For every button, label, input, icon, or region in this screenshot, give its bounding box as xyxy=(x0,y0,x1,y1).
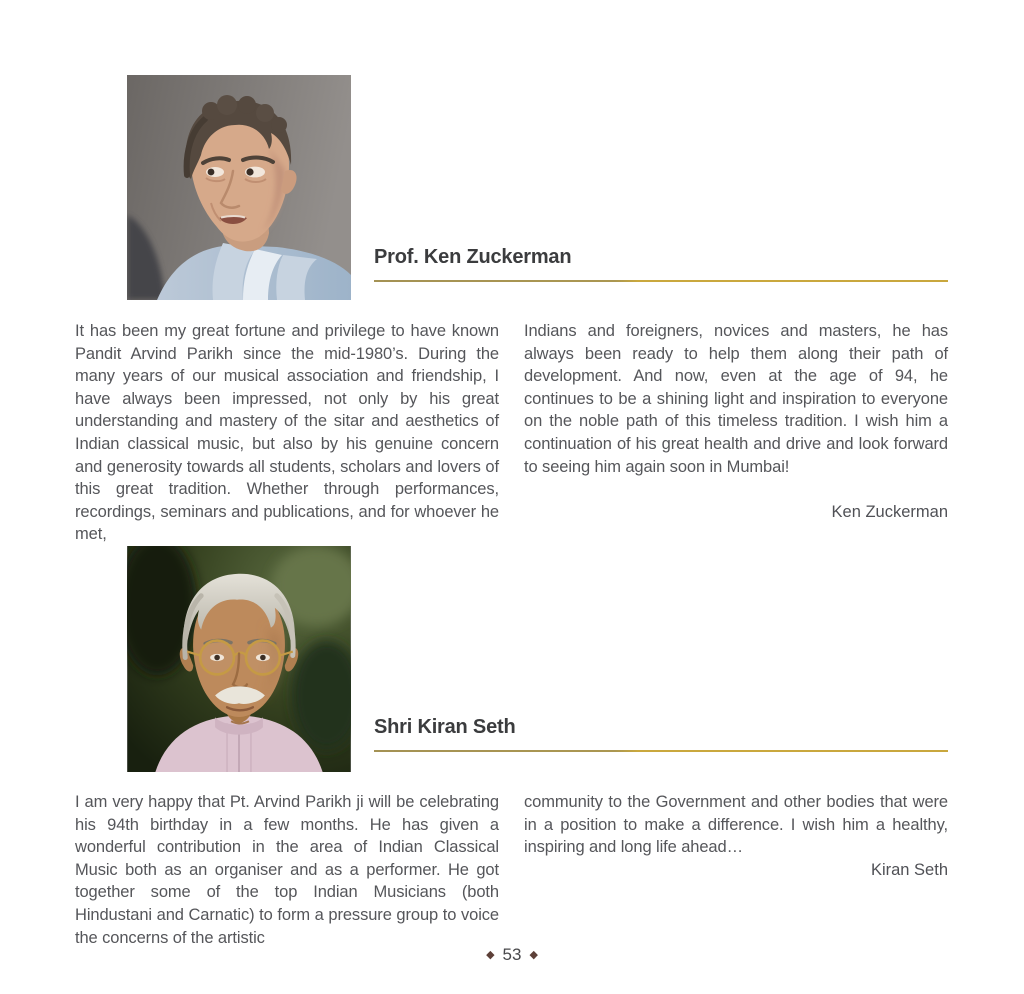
column-right xyxy=(524,320,948,546)
page-number: 53 xyxy=(502,945,522,964)
ken-zuckerman-photo xyxy=(127,75,351,300)
tribute-columns-kiran-seth xyxy=(75,791,948,949)
section-heading-zuckerman: Prof. Ken Zuckerman xyxy=(374,246,572,268)
kiran-seth-portrait-illustration xyxy=(127,546,351,772)
tribute-text-right-zuckerman: Indians and foreigners, novices and masters, he has always been ready to help them along their path of development. And now, even at the age of 94, he continues to be a shining light and inspiration to everyone on the noble path of this timeless tradition. I wish him a continuation of his great health and drive and look forward to seeing him again soon in Mumbai! xyxy=(524,322,948,476)
tribute-text-left-zuckerman: It has been my great fortune and privilege to have known Pandit Arvind Parikh since the mid-1980’s. During the many years of our musical association and friendship, I have always been impressed, not only by his great understanding and mastery of the sitar and aesthetics of Indian classical music, but also by his genuine concern and generosity towards all students, scholars and lovers of this great tradition. Whether through performances, recordings, seminars and publications, and for whoever he met, xyxy=(75,322,499,544)
page-footer xyxy=(0,945,1024,965)
tribute-columns-zuckerman xyxy=(75,320,948,546)
gold-rule-zuckerman xyxy=(374,280,948,282)
column-right xyxy=(524,791,948,949)
gold-rule-kiran-seth xyxy=(374,750,948,752)
kiran-seth-photo xyxy=(127,546,351,772)
column-left xyxy=(75,320,499,546)
signature-kiran-seth: Kiran Seth xyxy=(870,860,948,879)
column-left xyxy=(75,791,499,949)
tribute-text-left-kiran-seth: I am very happy that Pt. Arvind Parikh ji will be celebrating his 94th birthday in a few months. He has given a wonderful contribution in the area of Indian Classical Music both as an organiser and as a performer. He got together some of the top Indian Musicians (both Hindustani and Carnatic) to form a pressure group to voice the concerns of the artistic xyxy=(75,793,499,947)
diamond-ornament-right-icon: ◆ xyxy=(529,948,538,961)
tribute-text-right-kiran-seth: community to the Government and other bodies that were in a position to make a difference. I wish him a healthy, inspiring and long life ahead… xyxy=(524,793,948,857)
ken-zuckerman-portrait-illustration xyxy=(127,75,351,300)
section-heading-kiran-seth: Shri Kiran Seth xyxy=(374,716,516,738)
diamond-ornament-left-icon: ◆ xyxy=(486,948,495,961)
signature-zuckerman: Ken Zuckerman xyxy=(831,503,948,522)
